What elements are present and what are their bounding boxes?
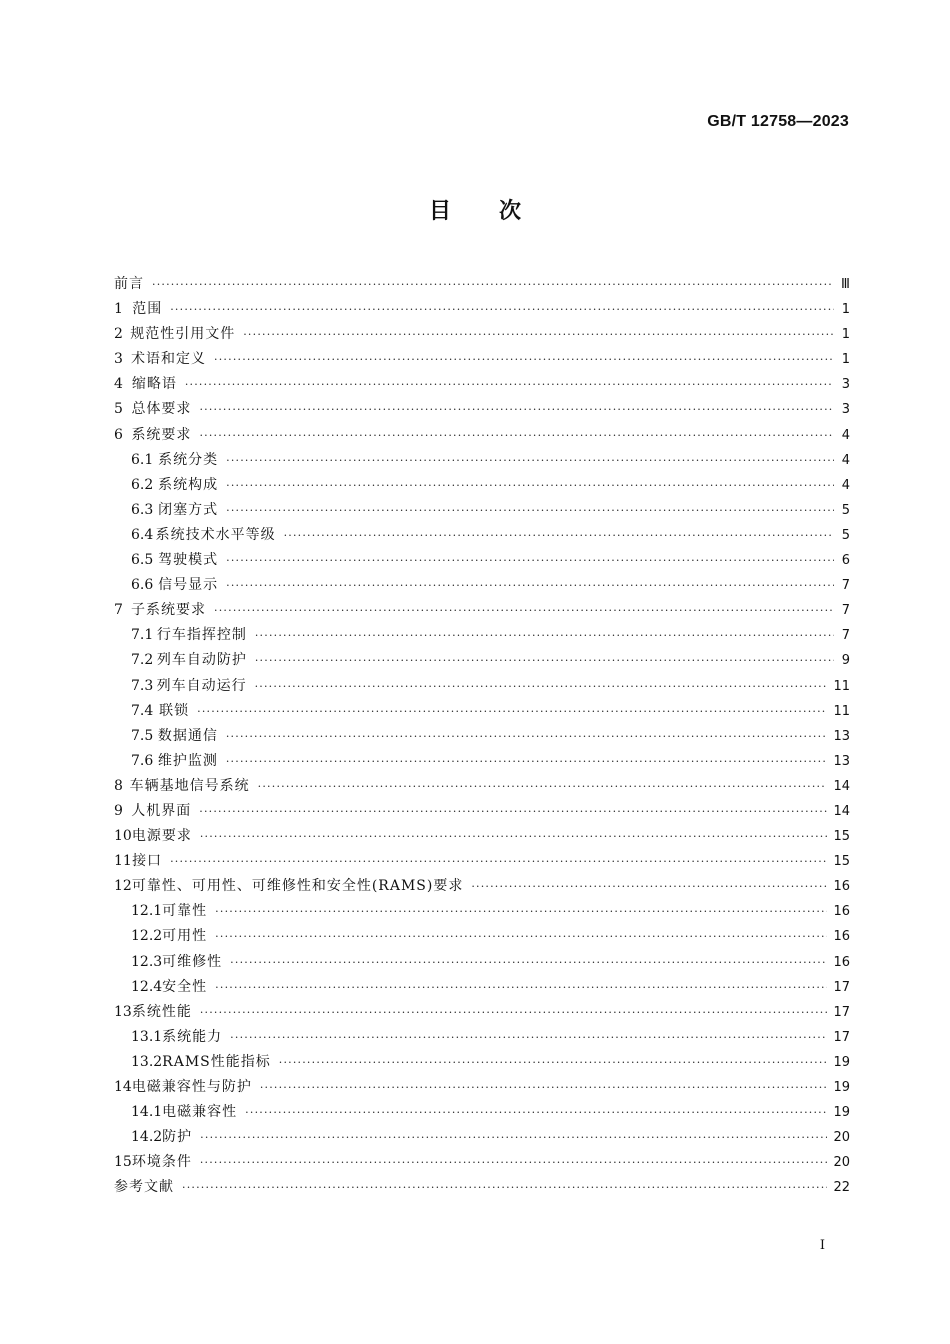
- toc-dot-leader: [215, 905, 827, 918]
- toc-entry-page: 17: [833, 1029, 850, 1045]
- toc-dot-leader: [170, 855, 827, 868]
- toc-entry-page: 1: [841, 302, 850, 318]
- toc-entry[interactable]: [114, 549, 850, 574]
- toc-dot-leader: [230, 956, 827, 969]
- toc-entry-page: 20: [833, 1155, 850, 1171]
- toc-entry-page: 17: [833, 1004, 850, 1020]
- toc-entry-number: 7.4: [131, 702, 154, 719]
- toc-dot-leader: [471, 880, 827, 893]
- toc-dot-leader: [170, 303, 834, 316]
- toc-entry-page: 16: [833, 879, 850, 895]
- toc-entry-number: 15: [114, 1154, 132, 1171]
- toc-entry[interactable]: [114, 725, 850, 750]
- toc-entry-page: 15: [833, 854, 850, 870]
- toc-entry-label: 规范性引用文件: [130, 326, 236, 343]
- toc-entry[interactable]: [114, 298, 850, 323]
- toc-entry-label: 系统技术水平等级: [155, 526, 276, 543]
- table-of-contents: [114, 273, 850, 1201]
- toc-entry-page: 16: [833, 954, 850, 970]
- toc-entry-number: 11: [114, 853, 132, 870]
- toc-entry-number: 5: [114, 401, 123, 418]
- toc-entry-number: 7.2: [131, 652, 154, 669]
- toc-entry-number: 10: [114, 828, 132, 845]
- toc-entry-label: 可靠性、可用性、可维修性和安全性(RAMS)要求: [131, 878, 464, 895]
- toc-dot-leader: [226, 730, 828, 743]
- toc-entry-number: 6.5: [131, 552, 154, 569]
- toc-entry-number: 13: [114, 1003, 132, 1020]
- toc-entry-number: 2: [114, 326, 123, 343]
- toc-dot-leader: [215, 981, 827, 994]
- toc-entry[interactable]: [114, 1026, 850, 1051]
- toc-entry-label: 子系统要求: [131, 602, 207, 619]
- toc-entry-number: 13.1: [131, 1028, 163, 1045]
- toc-dot-leader: [215, 930, 827, 943]
- toc-dot-leader: [255, 680, 828, 693]
- toc-entry-label: 电磁兼容性与防护: [131, 1079, 252, 1095]
- toc-entry-label: 缩略语: [131, 376, 177, 393]
- toc-entry-page: 4: [841, 452, 850, 468]
- toc-entry-number: 6.4: [131, 526, 154, 543]
- toc-dot-leader: [226, 579, 834, 592]
- toc-entry-label: 闭塞方式: [158, 501, 219, 518]
- toc-entry-number: 12.1: [131, 903, 163, 920]
- toc-dot-leader: [245, 1106, 827, 1119]
- footer-page-number: I: [819, 1238, 825, 1253]
- toc-entry-number: 3: [114, 351, 123, 368]
- toc-dot-leader: [279, 1056, 828, 1069]
- toc-dot-leader: [199, 403, 834, 416]
- toc-dot-leader: [200, 830, 828, 843]
- standard-code: GB/T 12758—2023: [707, 113, 849, 130]
- toc-entry-label: 可维修性: [162, 953, 223, 970]
- toc-entry[interactable]: [114, 951, 850, 976]
- toc-entry[interactable]: [114, 700, 850, 725]
- toc-entry-label: 参考文献: [114, 1179, 174, 1196]
- toc-entry-page: 19: [833, 1080, 850, 1095]
- toc-entry-number: 1: [114, 301, 123, 318]
- toc-entry-number: 6.3: [131, 501, 154, 518]
- toc-entry-page: 7: [841, 628, 850, 644]
- toc-entry[interactable]: [114, 599, 850, 624]
- toc-entry[interactable]: [114, 424, 850, 449]
- toc-entry-label: 联锁: [159, 702, 190, 719]
- toc-entry[interactable]: [114, 624, 850, 649]
- toc-entry-page: 14: [833, 778, 850, 794]
- toc-entry-label: 系统要求: [131, 426, 192, 443]
- toc-dot-leader: [199, 429, 834, 442]
- toc-entry[interactable]: [114, 649, 850, 674]
- toc-entry[interactable]: [114, 449, 850, 474]
- toc-entry[interactable]: [114, 825, 850, 850]
- toc-entry-number: 12.4: [131, 978, 163, 995]
- toc-entry-number: 8: [114, 777, 123, 794]
- toc-entry[interactable]: [114, 273, 850, 298]
- toc-dot-leader: [199, 805, 827, 818]
- toc-entry-page: 14: [833, 803, 850, 819]
- toc-entry-label: 数据通信: [157, 727, 218, 744]
- toc-entry-page: 6: [841, 553, 850, 569]
- toc-entry-number: 13.2: [131, 1053, 163, 1070]
- toc-entry-page: 13: [833, 728, 850, 744]
- toc-entry-label: 系统分类: [158, 451, 219, 468]
- toc-dot-leader: [255, 629, 834, 642]
- toc-entry-number: 7.1: [131, 627, 154, 644]
- toc-entry[interactable]: [114, 750, 850, 775]
- toc-entry-page: 22: [833, 1180, 850, 1196]
- toc-entry-number: 14: [114, 1079, 132, 1095]
- toc-entry[interactable]: [114, 1151, 850, 1176]
- toc-entry-label: 行车指挥控制: [156, 627, 247, 644]
- toc-entry-page: 16: [833, 904, 850, 920]
- toc-entry[interactable]: [114, 850, 850, 875]
- toc-entry-number: 7.3: [131, 677, 154, 694]
- toc-entry-page: 5: [841, 502, 850, 518]
- toc-entry[interactable]: [114, 1126, 850, 1151]
- toc-entry-number: 7.6: [131, 752, 154, 769]
- toc-entry-label: 防护: [162, 1129, 193, 1146]
- toc-entry-label: 安全性: [162, 978, 208, 995]
- toc-dot-leader: [255, 654, 834, 667]
- toc-entry-number: 7.5: [131, 727, 154, 744]
- toc-entry-label: 驾驶模式: [158, 552, 219, 569]
- toc-entry-label: 车辆基地信号系统: [129, 777, 250, 794]
- toc-entry-label: 维护监测: [157, 752, 218, 769]
- toc-entry-page: 4: [841, 427, 850, 443]
- toc-entry-number: 4: [114, 376, 123, 393]
- toc-dot-leader: [152, 278, 834, 291]
- toc-entry-label: 电源要求: [131, 828, 192, 845]
- toc-entry-label: 系统构成: [158, 476, 219, 493]
- toc-entry[interactable]: [114, 1076, 850, 1101]
- toc-entry-number: 6.2: [131, 476, 154, 493]
- toc-entry[interactable]: [114, 1176, 850, 1201]
- toc-entry-number: 7: [114, 602, 123, 619]
- toc-entry-label: 可靠性: [162, 903, 208, 920]
- toc-entry-page: 19: [833, 1054, 850, 1070]
- toc-dot-leader: [260, 1081, 828, 1094]
- toc-entry-label: 可用性: [162, 928, 208, 945]
- toc-entry-page: 15: [833, 829, 850, 845]
- toc-entry[interactable]: [114, 875, 850, 900]
- toc-entry-page: 4: [841, 477, 850, 493]
- toc-entry[interactable]: [114, 499, 850, 524]
- toc-entry-page: 13: [833, 753, 850, 769]
- toc-entry-label: 系统能力: [162, 1028, 223, 1045]
- toc-dot-leader: [230, 1031, 827, 1044]
- toc-entry[interactable]: [114, 474, 850, 499]
- toc-entry[interactable]: [114, 1101, 850, 1126]
- toc-entry[interactable]: [114, 1001, 850, 1026]
- toc-entry-page: 20: [833, 1130, 850, 1146]
- toc-entry-page: 7: [841, 578, 850, 594]
- toc-dot-leader: [258, 780, 828, 793]
- toc-entry-page: 5: [841, 527, 850, 543]
- toc-entry-number: 14.2: [131, 1129, 163, 1146]
- toc-dot-leader: [226, 504, 834, 517]
- toc-entry-page: 16: [833, 929, 850, 945]
- toc-entry-page: 7: [841, 603, 850, 619]
- toc-dot-leader: [284, 529, 834, 542]
- toc-dot-leader: [200, 1006, 828, 1019]
- toc-entry[interactable]: [114, 775, 850, 800]
- toc-dot-leader: [214, 353, 834, 366]
- toc-entry-page: Ⅲ: [841, 277, 850, 292]
- toc-entry[interactable]: [114, 524, 850, 549]
- toc-entry-label: RAMS性能指标: [162, 1053, 271, 1070]
- toc-entry[interactable]: [114, 925, 850, 950]
- toc-entry-label: 术语和定义: [131, 351, 207, 368]
- toc-entry-number: 6.6: [131, 577, 154, 594]
- toc-entry-label: 总体要求: [131, 401, 192, 418]
- toc-dot-leader: [226, 554, 834, 567]
- toc-dot-leader: [182, 1181, 827, 1194]
- toc-dot-leader: [214, 604, 834, 617]
- toc-entry-page: 17: [833, 979, 850, 995]
- toc-entry-page: 1: [841, 327, 850, 343]
- toc-entry-label: 电磁兼容性: [162, 1104, 238, 1121]
- page-title: 目次: [428, 199, 569, 224]
- toc-entry-page: 11: [833, 703, 850, 719]
- toc-entry-label: 人机界面: [131, 802, 192, 819]
- toc-entry[interactable]: [114, 574, 850, 599]
- toc-entry-page: 3: [841, 402, 850, 418]
- toc-entry-page: 3: [841, 377, 850, 393]
- toc-entry-label: 环境条件: [131, 1154, 192, 1171]
- toc-entry[interactable]: [114, 976, 850, 1001]
- toc-dot-leader: [197, 705, 827, 718]
- toc-dot-leader: [185, 378, 834, 391]
- toc-entry-number: 12.3: [131, 953, 163, 970]
- toc-entry[interactable]: [114, 348, 850, 373]
- toc-entry-page: 1: [841, 352, 850, 368]
- toc-dot-leader: [200, 1156, 828, 1169]
- toc-entry-number: 14.1: [131, 1104, 163, 1121]
- toc-entry[interactable]: [114, 398, 850, 423]
- toc-entry-label: 系统性能: [131, 1003, 192, 1020]
- toc-entry-label: 列车自动运行: [156, 677, 247, 694]
- toc-entry-label: 列车自动防护: [156, 652, 247, 669]
- toc-entry-page: 19: [833, 1105, 850, 1121]
- toc-entry-number: 12.2: [131, 928, 163, 945]
- toc-entry-number: 9: [114, 802, 123, 819]
- toc-dot-leader: [226, 479, 834, 492]
- toc-entry[interactable]: [114, 1051, 850, 1076]
- toc-entry-label: 范围: [132, 301, 163, 318]
- toc-entry-label: 前言: [114, 276, 144, 292]
- toc-entry-number: 6.1: [131, 451, 154, 468]
- toc-entry-number: 12: [114, 878, 132, 895]
- toc-dot-leader: [226, 755, 828, 768]
- toc-entry-page: 11: [833, 678, 850, 694]
- toc-dot-leader: [200, 1131, 827, 1144]
- toc-entry[interactable]: [114, 900, 850, 925]
- toc-dot-leader: [226, 454, 834, 467]
- toc-entry-label: 信号显示: [158, 577, 219, 594]
- toc-dot-leader: [243, 328, 834, 341]
- toc-entry[interactable]: [114, 323, 850, 348]
- toc-entry[interactable]: [114, 373, 850, 398]
- toc-entry-label: 接口: [132, 853, 163, 870]
- toc-entry-page: 9: [841, 653, 850, 669]
- toc-entry[interactable]: [114, 675, 850, 700]
- toc-entry-number: 6: [114, 426, 123, 443]
- toc-entry[interactable]: [114, 800, 850, 825]
